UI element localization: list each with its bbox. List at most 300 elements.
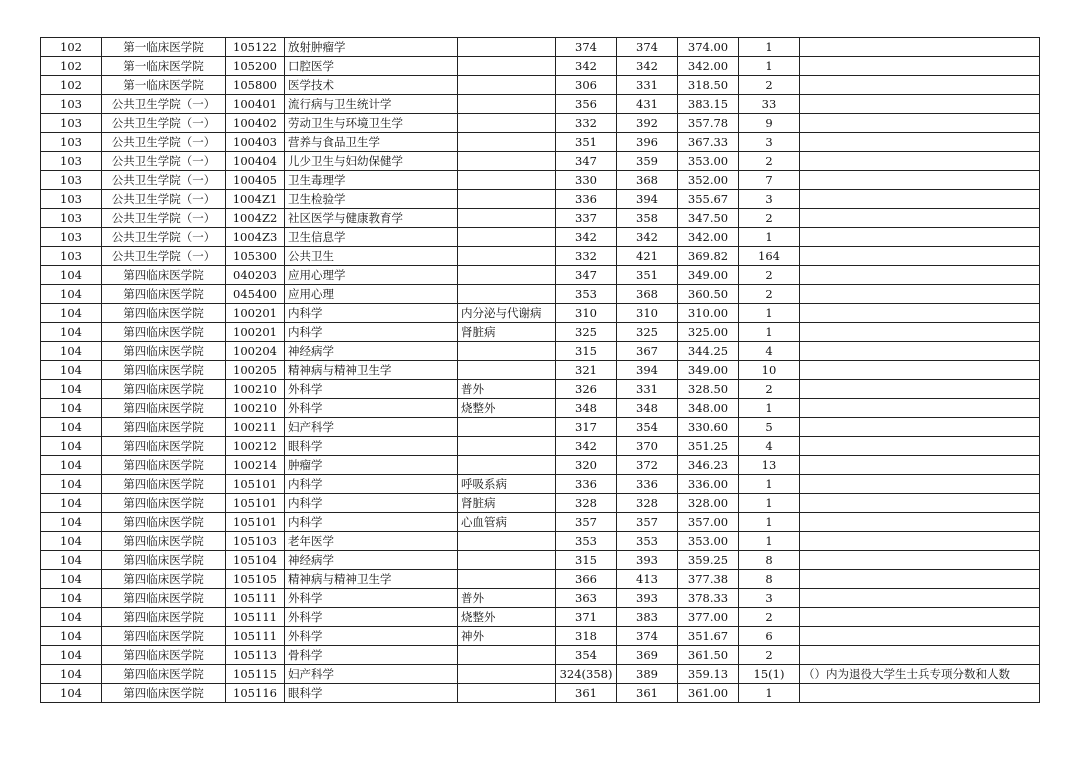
min-score-cell: 315 xyxy=(556,342,617,361)
major-code-cell: 100403 xyxy=(226,133,285,152)
table-row xyxy=(41,228,1040,247)
max-score-cell: 394 xyxy=(617,190,678,209)
college-code-cell: 104 xyxy=(41,627,102,646)
major-name-cell: 精神病与精神卫生学 xyxy=(285,570,458,589)
note-cell xyxy=(800,494,1040,513)
min-score-cell: 318 xyxy=(556,627,617,646)
max-score-cell: 372 xyxy=(617,456,678,475)
major-code-cell: 100402 xyxy=(226,114,285,133)
research-direction-cell xyxy=(458,266,556,285)
admit-count-cell: 2 xyxy=(739,608,800,627)
table-row xyxy=(41,76,1040,95)
avg-score-cell: 352.00 xyxy=(678,171,739,190)
college-code-cell: 103 xyxy=(41,171,102,190)
research-direction-cell xyxy=(458,646,556,665)
note-cell xyxy=(800,171,1040,190)
note-cell xyxy=(800,589,1040,608)
major-code-cell: 105111 xyxy=(226,589,285,608)
college-name-cell: 第四临床医学院 xyxy=(102,380,226,399)
table-row xyxy=(41,133,1040,152)
major-code-cell: 100405 xyxy=(226,171,285,190)
admit-count-cell: 33 xyxy=(739,95,800,114)
max-score-cell: 361 xyxy=(617,684,678,703)
table-row xyxy=(41,513,1040,532)
min-score-cell: 374 xyxy=(556,38,617,57)
avg-score-cell: 359.25 xyxy=(678,551,739,570)
avg-score-cell: 360.50 xyxy=(678,285,739,304)
admit-count-cell: 1 xyxy=(739,228,800,247)
admit-count-cell: 4 xyxy=(739,342,800,361)
avg-score-cell: 325.00 xyxy=(678,323,739,342)
avg-score-cell: 351.25 xyxy=(678,437,739,456)
note-cell xyxy=(800,228,1040,247)
table-row xyxy=(41,323,1040,342)
college-code-cell: 104 xyxy=(41,551,102,570)
major-code-cell: 1004Z3 xyxy=(226,228,285,247)
research-direction-cell xyxy=(458,57,556,76)
table-row xyxy=(41,627,1040,646)
admit-count-cell: 1 xyxy=(739,38,800,57)
college-name-cell: 第四临床医学院 xyxy=(102,437,226,456)
max-score-cell: 394 xyxy=(617,361,678,380)
avg-score-cell: 353.00 xyxy=(678,152,739,171)
college-name-cell: 第四临床医学院 xyxy=(102,513,226,532)
major-code-cell: 100404 xyxy=(226,152,285,171)
college-name-cell: 第四临床医学院 xyxy=(102,532,226,551)
research-direction-cell: 普外 xyxy=(458,589,556,608)
note-cell xyxy=(800,551,1040,570)
admit-count-cell: 1 xyxy=(739,57,800,76)
major-name-cell: 妇产科学 xyxy=(285,418,458,437)
min-score-cell: 354 xyxy=(556,646,617,665)
note-cell xyxy=(800,38,1040,57)
max-score-cell: 336 xyxy=(617,475,678,494)
research-direction-cell xyxy=(458,152,556,171)
note-cell: （）内为退役大学生士兵专项分数和人数 xyxy=(800,665,1040,684)
college-name-cell: 第四临床医学院 xyxy=(102,266,226,285)
research-direction-cell xyxy=(458,38,556,57)
major-code-cell: 100205 xyxy=(226,361,285,380)
admit-count-cell: 2 xyxy=(739,285,800,304)
max-score-cell: 357 xyxy=(617,513,678,532)
major-code-cell: 045400 xyxy=(226,285,285,304)
college-name-cell: 第四临床医学院 xyxy=(102,665,226,684)
table-row xyxy=(41,57,1040,76)
avg-score-cell: 361.00 xyxy=(678,684,739,703)
admit-count-cell: 1 xyxy=(739,304,800,323)
college-code-cell: 103 xyxy=(41,95,102,114)
admission-score-table xyxy=(40,37,1040,703)
max-score-cell: 367 xyxy=(617,342,678,361)
college-code-cell: 104 xyxy=(41,532,102,551)
min-score-cell: 332 xyxy=(556,247,617,266)
min-score-cell: 306 xyxy=(556,76,617,95)
max-score-cell: 342 xyxy=(617,228,678,247)
table-row xyxy=(41,570,1040,589)
note-cell xyxy=(800,456,1040,475)
admit-count-cell: 2 xyxy=(739,646,800,665)
min-score-cell: 317 xyxy=(556,418,617,437)
avg-score-cell: 374.00 xyxy=(678,38,739,57)
research-direction-cell xyxy=(458,570,556,589)
min-score-cell: 353 xyxy=(556,285,617,304)
max-score-cell: 310 xyxy=(617,304,678,323)
major-code-cell: 1004Z1 xyxy=(226,190,285,209)
min-score-cell: 361 xyxy=(556,684,617,703)
research-direction-cell: 呼吸系病 xyxy=(458,475,556,494)
note-cell xyxy=(800,399,1040,418)
research-direction-cell xyxy=(458,551,556,570)
min-score-cell: 366 xyxy=(556,570,617,589)
avg-score-cell: 367.33 xyxy=(678,133,739,152)
max-score-cell: 342 xyxy=(617,57,678,76)
major-code-cell: 105101 xyxy=(226,513,285,532)
min-score-cell: 348 xyxy=(556,399,617,418)
college-name-cell: 公共卫生学院（一） xyxy=(102,114,226,133)
table-row xyxy=(41,285,1040,304)
table-row xyxy=(41,399,1040,418)
max-score-cell: 393 xyxy=(617,551,678,570)
research-direction-cell: 烧整外 xyxy=(458,399,556,418)
college-name-cell: 第一临床医学院 xyxy=(102,38,226,57)
table-row xyxy=(41,475,1040,494)
college-code-cell: 104 xyxy=(41,456,102,475)
research-direction-cell: 肾脏病 xyxy=(458,494,556,513)
admit-count-cell: 15(1) xyxy=(739,665,800,684)
admit-count-cell: 4 xyxy=(739,437,800,456)
max-score-cell: 368 xyxy=(617,171,678,190)
college-code-cell: 104 xyxy=(41,399,102,418)
note-cell xyxy=(800,684,1040,703)
college-code-cell: 104 xyxy=(41,684,102,703)
major-code-cell: 100204 xyxy=(226,342,285,361)
college-name-cell: 第四临床医学院 xyxy=(102,399,226,418)
major-name-cell: 医学技术 xyxy=(285,76,458,95)
min-score-cell: 325 xyxy=(556,323,617,342)
major-name-cell: 营养与食品卫生学 xyxy=(285,133,458,152)
max-score-cell: 374 xyxy=(617,38,678,57)
research-direction-cell xyxy=(458,437,556,456)
max-score-cell: 389 xyxy=(617,665,678,684)
table-row xyxy=(41,95,1040,114)
research-direction-cell xyxy=(458,95,556,114)
college-name-cell: 公共卫生学院（一） xyxy=(102,152,226,171)
college-name-cell: 第四临床医学院 xyxy=(102,475,226,494)
college-name-cell: 第一临床医学院 xyxy=(102,57,226,76)
table-row xyxy=(41,152,1040,171)
max-score-cell: 359 xyxy=(617,152,678,171)
college-name-cell: 第四临床医学院 xyxy=(102,646,226,665)
min-score-cell: 328 xyxy=(556,494,617,513)
major-code-cell: 105105 xyxy=(226,570,285,589)
table-row xyxy=(41,589,1040,608)
note-cell xyxy=(800,285,1040,304)
college-code-cell: 104 xyxy=(41,380,102,399)
major-name-cell: 社区医学与健康教育学 xyxy=(285,209,458,228)
min-score-cell: 363 xyxy=(556,589,617,608)
college-name-cell: 第四临床医学院 xyxy=(102,684,226,703)
college-code-cell: 104 xyxy=(41,342,102,361)
max-score-cell: 392 xyxy=(617,114,678,133)
min-score-cell: 336 xyxy=(556,190,617,209)
note-cell xyxy=(800,342,1040,361)
college-name-cell: 第四临床医学院 xyxy=(102,570,226,589)
note-cell xyxy=(800,266,1040,285)
college-code-cell: 104 xyxy=(41,266,102,285)
note-cell xyxy=(800,570,1040,589)
max-score-cell: 351 xyxy=(617,266,678,285)
college-code-cell: 104 xyxy=(41,570,102,589)
college-name-cell: 第四临床医学院 xyxy=(102,361,226,380)
max-score-cell: 374 xyxy=(617,627,678,646)
major-code-cell: 100210 xyxy=(226,399,285,418)
research-direction-cell xyxy=(458,133,556,152)
note-cell xyxy=(800,76,1040,95)
college-name-cell: 第四临床医学院 xyxy=(102,304,226,323)
college-name-cell: 第四临床医学院 xyxy=(102,627,226,646)
admit-count-cell: 1 xyxy=(739,475,800,494)
college-name-cell: 第四临床医学院 xyxy=(102,608,226,627)
max-score-cell: 396 xyxy=(617,133,678,152)
admit-count-cell: 8 xyxy=(739,551,800,570)
min-score-cell: 342 xyxy=(556,57,617,76)
admit-count-cell: 8 xyxy=(739,570,800,589)
major-code-cell: 105122 xyxy=(226,38,285,57)
major-name-cell: 内科学 xyxy=(285,323,458,342)
table-row xyxy=(41,114,1040,133)
min-score-cell: 342 xyxy=(556,228,617,247)
research-direction-cell xyxy=(458,114,556,133)
college-code-cell: 104 xyxy=(41,361,102,380)
avg-score-cell: 369.82 xyxy=(678,247,739,266)
table-row xyxy=(41,684,1040,703)
major-name-cell: 口腔医学 xyxy=(285,57,458,76)
note-cell xyxy=(800,627,1040,646)
major-code-cell: 100210 xyxy=(226,380,285,399)
major-code-cell: 105101 xyxy=(226,475,285,494)
avg-score-cell: 336.00 xyxy=(678,475,739,494)
min-score-cell: 326 xyxy=(556,380,617,399)
major-code-cell: 105113 xyxy=(226,646,285,665)
min-score-cell: 347 xyxy=(556,266,617,285)
admit-count-cell: 6 xyxy=(739,627,800,646)
admit-count-cell: 3 xyxy=(739,589,800,608)
avg-score-cell: 348.00 xyxy=(678,399,739,418)
major-name-cell: 内科学 xyxy=(285,494,458,513)
min-score-cell: 353 xyxy=(556,532,617,551)
major-name-cell: 外科学 xyxy=(285,589,458,608)
major-name-cell: 卫生检验学 xyxy=(285,190,458,209)
admit-count-cell: 7 xyxy=(739,171,800,190)
table-row xyxy=(41,437,1040,456)
max-score-cell: 331 xyxy=(617,76,678,95)
research-direction-cell: 普外 xyxy=(458,380,556,399)
admit-count-cell: 2 xyxy=(739,380,800,399)
college-code-cell: 103 xyxy=(41,190,102,209)
max-score-cell: 325 xyxy=(617,323,678,342)
major-name-cell: 外科学 xyxy=(285,608,458,627)
major-code-cell: 105800 xyxy=(226,76,285,95)
research-direction-cell xyxy=(458,247,556,266)
avg-score-cell: 328.00 xyxy=(678,494,739,513)
table-row xyxy=(41,190,1040,209)
admit-count-cell: 1 xyxy=(739,513,800,532)
table-row xyxy=(41,646,1040,665)
major-code-cell: 100212 xyxy=(226,437,285,456)
admit-count-cell: 1 xyxy=(739,532,800,551)
admit-count-cell: 10 xyxy=(739,361,800,380)
avg-score-cell: 359.13 xyxy=(678,665,739,684)
admit-count-cell: 1 xyxy=(739,684,800,703)
note-cell xyxy=(800,190,1040,209)
college-code-cell: 104 xyxy=(41,608,102,627)
college-name-cell: 第四临床医学院 xyxy=(102,589,226,608)
college-name-cell: 公共卫生学院（一） xyxy=(102,190,226,209)
min-score-cell: 336 xyxy=(556,475,617,494)
admit-count-cell: 1 xyxy=(739,399,800,418)
major-code-cell: 100201 xyxy=(226,304,285,323)
college-code-cell: 104 xyxy=(41,513,102,532)
avg-score-cell: 349.00 xyxy=(678,361,739,380)
major-code-cell: 105300 xyxy=(226,247,285,266)
avg-score-cell: 347.50 xyxy=(678,209,739,228)
major-code-cell: 105115 xyxy=(226,665,285,684)
max-score-cell: 368 xyxy=(617,285,678,304)
major-name-cell: 眼科学 xyxy=(285,437,458,456)
avg-score-cell: 383.15 xyxy=(678,95,739,114)
research-direction-cell xyxy=(458,190,556,209)
max-score-cell: 328 xyxy=(617,494,678,513)
min-score-cell: 347 xyxy=(556,152,617,171)
college-code-cell: 103 xyxy=(41,247,102,266)
admit-count-cell: 2 xyxy=(739,266,800,285)
max-score-cell: 421 xyxy=(617,247,678,266)
max-score-cell: 413 xyxy=(617,570,678,589)
major-code-cell: 105101 xyxy=(226,494,285,513)
table-row xyxy=(41,456,1040,475)
note-cell xyxy=(800,114,1040,133)
major-code-cell: 105200 xyxy=(226,57,285,76)
admit-count-cell: 2 xyxy=(739,76,800,95)
major-code-cell: 105111 xyxy=(226,608,285,627)
admit-count-cell: 9 xyxy=(739,114,800,133)
research-direction-cell xyxy=(458,228,556,247)
major-name-cell: 眼科学 xyxy=(285,684,458,703)
table-row xyxy=(41,304,1040,323)
table-row xyxy=(41,342,1040,361)
major-code-cell: 100211 xyxy=(226,418,285,437)
major-name-cell: 外科学 xyxy=(285,399,458,418)
min-score-cell: 324(358) xyxy=(556,665,617,684)
college-code-cell: 104 xyxy=(41,323,102,342)
major-name-cell: 精神病与精神卫生学 xyxy=(285,361,458,380)
avg-score-cell: 330.60 xyxy=(678,418,739,437)
major-code-cell: 105103 xyxy=(226,532,285,551)
major-name-cell: 老年医学 xyxy=(285,532,458,551)
research-direction-cell xyxy=(458,665,556,684)
college-name-cell: 第四临床医学院 xyxy=(102,285,226,304)
major-name-cell: 外科学 xyxy=(285,380,458,399)
note-cell xyxy=(800,209,1040,228)
avg-score-cell: 361.50 xyxy=(678,646,739,665)
min-score-cell: 356 xyxy=(556,95,617,114)
college-code-cell: 104 xyxy=(41,589,102,608)
research-direction-cell xyxy=(458,76,556,95)
research-direction-cell xyxy=(458,418,556,437)
note-cell xyxy=(800,57,1040,76)
min-score-cell: 342 xyxy=(556,437,617,456)
min-score-cell: 357 xyxy=(556,513,617,532)
research-direction-cell: 心血管病 xyxy=(458,513,556,532)
note-cell xyxy=(800,437,1040,456)
major-code-cell: 100201 xyxy=(226,323,285,342)
college-name-cell: 公共卫生学院（一） xyxy=(102,209,226,228)
max-score-cell: 358 xyxy=(617,209,678,228)
note-cell xyxy=(800,95,1040,114)
note-cell xyxy=(800,475,1040,494)
college-name-cell: 第四临床医学院 xyxy=(102,342,226,361)
table-row xyxy=(41,171,1040,190)
major-code-cell: 105116 xyxy=(226,684,285,703)
admit-count-cell: 3 xyxy=(739,133,800,152)
major-name-cell: 劳动卫生与环境卫生学 xyxy=(285,114,458,133)
college-name-cell: 第四临床医学院 xyxy=(102,323,226,342)
college-code-cell: 103 xyxy=(41,228,102,247)
college-name-cell: 第四临床医学院 xyxy=(102,551,226,570)
avg-score-cell: 377.00 xyxy=(678,608,739,627)
research-direction-cell: 烧整外 xyxy=(458,608,556,627)
college-code-cell: 104 xyxy=(41,437,102,456)
note-cell xyxy=(800,646,1040,665)
major-name-cell: 内科学 xyxy=(285,513,458,532)
table-row xyxy=(41,361,1040,380)
college-name-cell: 公共卫生学院（一） xyxy=(102,247,226,266)
research-direction-cell xyxy=(458,209,556,228)
note-cell xyxy=(800,323,1040,342)
research-direction-cell xyxy=(458,285,556,304)
min-score-cell: 371 xyxy=(556,608,617,627)
note-cell xyxy=(800,380,1040,399)
max-score-cell: 369 xyxy=(617,646,678,665)
major-name-cell: 卫生毒理学 xyxy=(285,171,458,190)
admit-count-cell: 13 xyxy=(739,456,800,475)
college-code-cell: 104 xyxy=(41,418,102,437)
note-cell xyxy=(800,152,1040,171)
major-name-cell: 妇产科学 xyxy=(285,665,458,684)
avg-score-cell: 318.50 xyxy=(678,76,739,95)
major-code-cell: 105111 xyxy=(226,627,285,646)
major-code-cell: 1004Z2 xyxy=(226,209,285,228)
table-row xyxy=(41,266,1040,285)
table-row xyxy=(41,608,1040,627)
table-row xyxy=(41,665,1040,684)
note-cell xyxy=(800,513,1040,532)
major-name-cell: 流行病与卫生统计学 xyxy=(285,95,458,114)
table-body xyxy=(41,38,1040,703)
major-code-cell: 105104 xyxy=(226,551,285,570)
major-name-cell: 应用心理学 xyxy=(285,266,458,285)
note-cell xyxy=(800,133,1040,152)
table-row xyxy=(41,38,1040,57)
table-row xyxy=(41,532,1040,551)
avg-score-cell: 349.00 xyxy=(678,266,739,285)
college-code-cell: 104 xyxy=(41,646,102,665)
avg-score-cell: 378.33 xyxy=(678,589,739,608)
table-row xyxy=(41,247,1040,266)
college-code-cell: 104 xyxy=(41,475,102,494)
major-name-cell: 肿瘤学 xyxy=(285,456,458,475)
note-cell xyxy=(800,608,1040,627)
